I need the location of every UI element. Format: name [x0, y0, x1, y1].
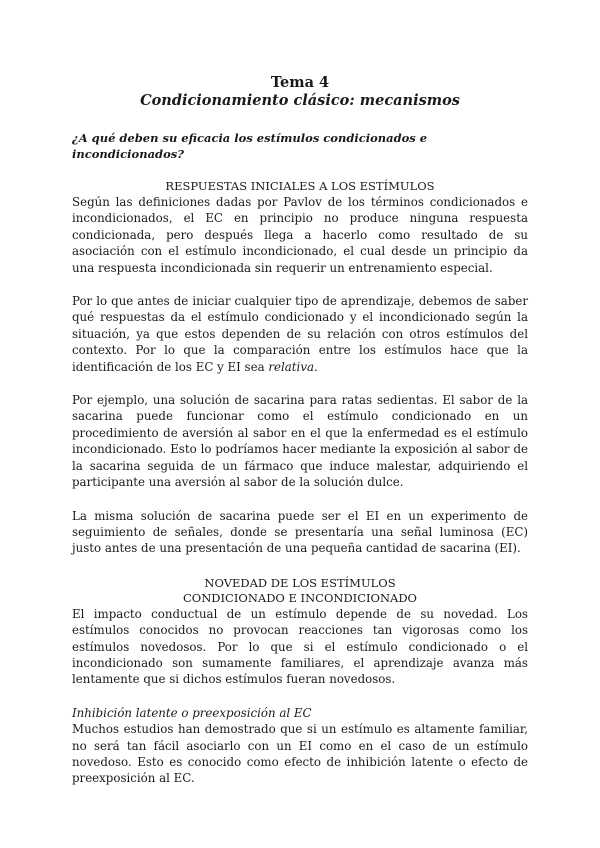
paragraph-stimulus-comparison-text: Por lo que antes de iniciar cualquier tipo de aprendizaje, debemos de saber qué respuestas da el estímulo condicionado y el incondicionado según la situación, ya que estos dependen de su relación con otros estímulos del contexto. Por lo que la comparación entre los estímulos hace que la identificación de los EC y EI sea — [72, 294, 528, 374]
subheading-latent-inhibition: Inhibición latente o preexposición al EC — [72, 705, 312, 720]
paragraph-novelty: El impacto conductual de un estímulo depende de su novedad. Los estímulos conocidos no provocan reacciones tan vigorosas como los estímulos novedosos. Por lo que si el estímulo condicionado o el incondicionado son sumamente familiares, el aprendizaje avanza más lentamente que si dichos estímulos fueran novedosos. — [72, 606, 528, 687]
relative-emphasis: relativa — [268, 359, 315, 374]
page-subtitle: Condicionamiento clásico: mecanismos — [140, 92, 460, 109]
relative-end: . — [314, 359, 318, 374]
paragraph-pavlov-definitions: Según las definiciones dadas por Pavlov de los términos condicionados e incondicionados, el EC en principio no produce ninguna respuesta condicionada, pero después llega a hacerlo como resultado de su asociación con el estímulo incondicionado, el cual desde un principio da una respuesta incondicionada sin requerir un entrenamiento especial. — [72, 195, 528, 275]
paragraph-stimulus-comparison — [72, 293, 528, 375]
paragraph-saccharin-ei: La misma solución de sacarina puede ser el EI en un experimento de seguimiento de señales, donde se presentaría una señal luminosa (EC) justo antes de una presentación de una pequeña cantidad de sacarina (EI). — [72, 508, 528, 556]
paragraph-saccharin-example: Por ejemplo, una solución de sacarina para ratas sedientas. El sabor de la sacarina puede funcionar como el estímulo condicionado en un procedimiento de aversión al sabor en el que la enfermedad es el estímulo incondicionado. Esto lo podríamos hacer mediante la exposición al sabor de la sacarina seguida de un fármaco que induce malestar, adquiriendo el participante una aversión al sabor de la solución dulce. — [72, 393, 528, 490]
section-heading-novelty-line2: CONDICIONADO E INCONDICIONADO — [183, 590, 417, 605]
section-heading-initial-responses: RESPUESTAS INICIALES A LOS ESTÍMULOS — [165, 179, 435, 193]
document-page — [72, 74, 528, 787]
page-title: Tema 4 — [270, 74, 330, 91]
paragraph-latent-inhibition: Muchos estudios han demostrado que si un estímulo es altamente familiar, no será tan fácil asociarlo con un EI como en el caso de un estímulo novedoso. Esto es conocido como efecto de inhibición latente o efecto de preexposición al EC. — [72, 722, 528, 786]
section-heading-novelty-line1: NOVEDAD DE LOS ESTÍMULOS — [204, 575, 396, 590]
guiding-question: ¿A qué deben su eficacia los estímulos condicionados e incondicionados? — [72, 131, 428, 161]
